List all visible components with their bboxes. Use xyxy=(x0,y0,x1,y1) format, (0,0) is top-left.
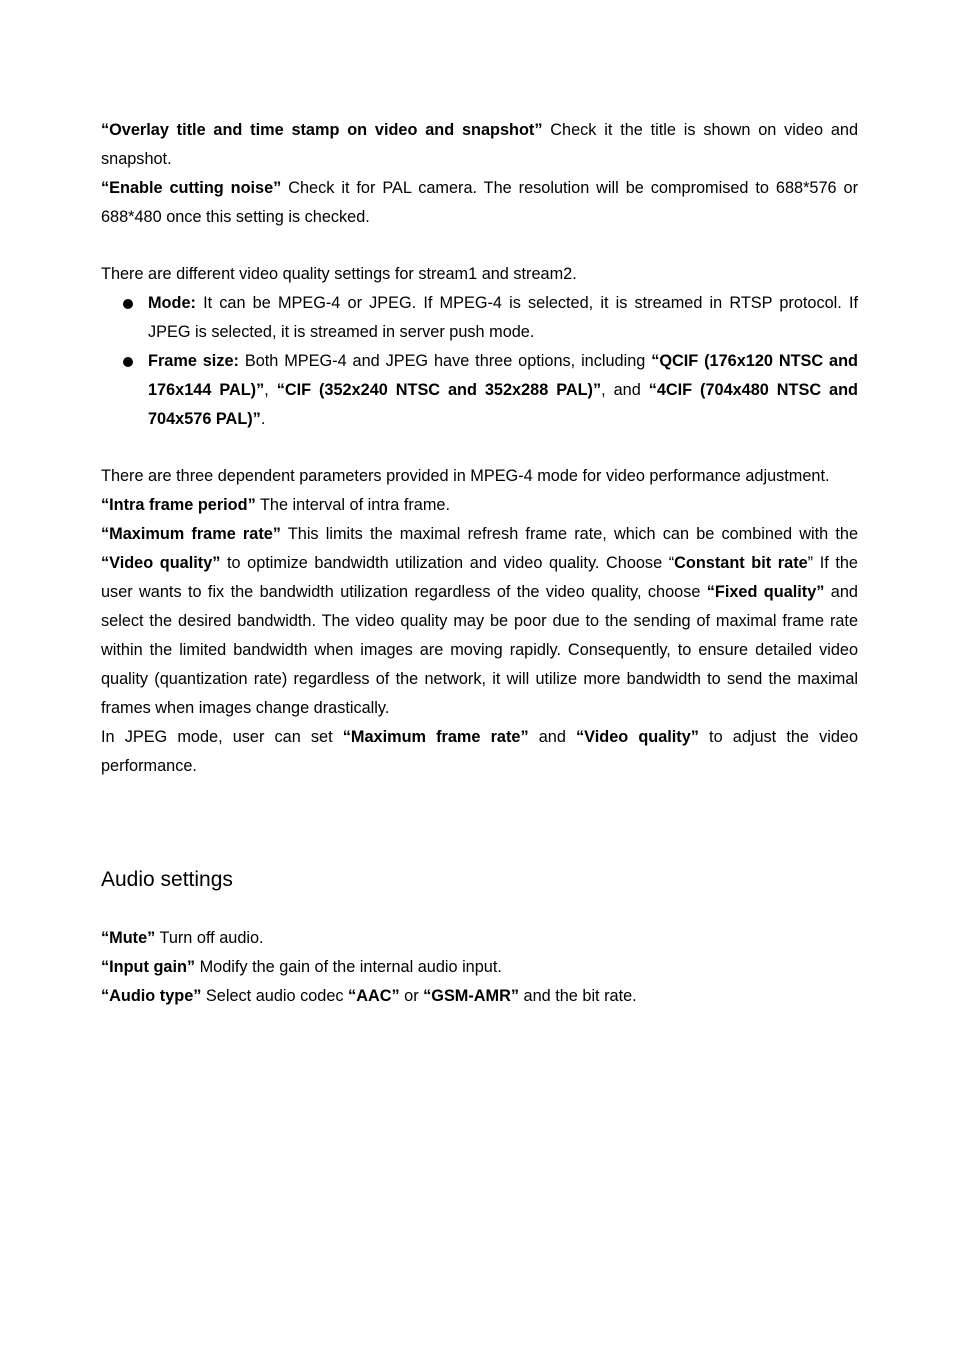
mute-label: “Mute” xyxy=(101,929,156,947)
input-gain-label: “Input gain” xyxy=(101,958,196,976)
audio-type-text-1: Select audio codec xyxy=(201,987,349,1005)
mute-setting xyxy=(101,924,858,953)
gsm-amr-term: “GSM-AMR” xyxy=(423,987,520,1005)
mpeg4-intro: There are three dependent parameters provided in MPEG-4 mode for video performance adjustment. xyxy=(101,467,830,485)
cutting-noise-description: Check it for PAL camera. The resolution will be compromised to 688*576 or 688*480 once this setting is checked. xyxy=(101,179,858,226)
frame-size-text-3: , and xyxy=(601,381,649,399)
jpeg-video-quality-term: “Video quality” xyxy=(576,728,699,746)
audio-type-text-3: and the bit rate. xyxy=(519,987,637,1005)
jpeg-text-2: and xyxy=(528,728,577,746)
stream-section xyxy=(101,260,858,434)
overlay-description: Check it the title is shown on video and snapshot. xyxy=(101,121,858,168)
jpeg-mode-paragraph xyxy=(101,723,858,781)
mpeg4-section xyxy=(101,462,858,781)
input-gain-setting xyxy=(101,953,858,982)
frame-size-text-4: . xyxy=(260,410,266,428)
cutting-noise-setting xyxy=(101,174,858,232)
frame-size-option-4cif: “4CIF (704x480 NTSC and 704x576 PAL)” xyxy=(148,381,858,428)
overlay-paragraph xyxy=(101,116,858,232)
mute-description: Turn off audio. xyxy=(155,929,264,947)
frame-size-text-2: , xyxy=(264,381,277,399)
video-quality-term: “Video quality” xyxy=(101,554,221,572)
audio-settings-heading: Audio settings xyxy=(101,868,233,891)
cutting-noise-label: “Enable cutting noise” xyxy=(101,179,282,197)
overlay-setting xyxy=(101,116,858,174)
mode-description: It can be MPEG-4 or JPEG. If MPEG-4 is selected, it is streamed in RTSP protocol. If JPEG is selected, it is streamed in server push mode. xyxy=(148,294,858,341)
aac-term: “AAC” xyxy=(348,987,400,1005)
max-frame-rate-label: “Maximum frame rate” xyxy=(101,525,281,543)
audio-type-setting xyxy=(101,982,858,1011)
jpeg-text-1: In JPEG mode, user can set xyxy=(101,728,343,746)
bullet-icon xyxy=(123,299,133,309)
audio-type-label: “Audio type” xyxy=(101,987,202,1005)
overlay-label: “Overlay title and time stamp on video and snapshot” xyxy=(101,121,543,139)
constant-bit-rate-term: Constant bit rate xyxy=(674,554,808,572)
stream-bullet-list xyxy=(101,289,858,434)
bullet-icon xyxy=(123,357,133,367)
audio-section xyxy=(101,924,858,1011)
max-frame-rate-setting xyxy=(101,520,858,723)
mode-bullet xyxy=(101,289,858,347)
jpeg-max-frame-rate-term: “Maximum frame rate” xyxy=(342,728,529,746)
frame-size-option-qcif: “QCIF (176x120 NTSC and 176x144 PAL)” xyxy=(148,352,858,399)
audio-type-text-2: or xyxy=(399,987,424,1005)
intra-frame-label: “Intra frame period” xyxy=(101,496,256,514)
frame-size-text-1: Both MPEG-4 and JPEG have three options, including xyxy=(238,352,652,370)
intra-frame-description: The interval of intra frame. xyxy=(255,496,450,514)
max-frame-rate-text-2: to optimize bandwidth utilization and video quality. Choose “ xyxy=(220,554,675,572)
frame-size-label: Frame size: xyxy=(148,352,239,370)
mode-label: Mode: xyxy=(148,294,196,312)
frame-size-option-cif: “CIF (352x240 NTSC and 352x288 PAL)” xyxy=(276,381,602,399)
max-frame-rate-text-3: ” If the user wants to fix the bandwidth utilization regardless of the video quality, choose xyxy=(101,554,858,601)
max-frame-rate-text-4: and select the desired bandwidth. The video quality may be poor due to the sending of maximal frame rate within the limited bandwidth when images are moving rapidly. Consequently, to ensure detailed video quality (quantization rate) regardless of the network, it will utilize more bandwidth to send the maximal frames when images change drastically. xyxy=(101,583,858,717)
frame-size-bullet xyxy=(101,347,858,434)
input-gain-description: Modify the gain of the internal audio input. xyxy=(195,958,502,976)
max-frame-rate-text-1: This limits the maximal refresh frame rate, which can be combined with the xyxy=(280,525,858,543)
intra-frame-setting xyxy=(101,491,858,520)
fixed-quality-term: “Fixed quality” xyxy=(706,583,825,601)
jpeg-text-3: to adjust the video performance. xyxy=(101,728,859,775)
stream-intro: There are different video quality settings for stream1 and stream2. xyxy=(101,265,577,283)
